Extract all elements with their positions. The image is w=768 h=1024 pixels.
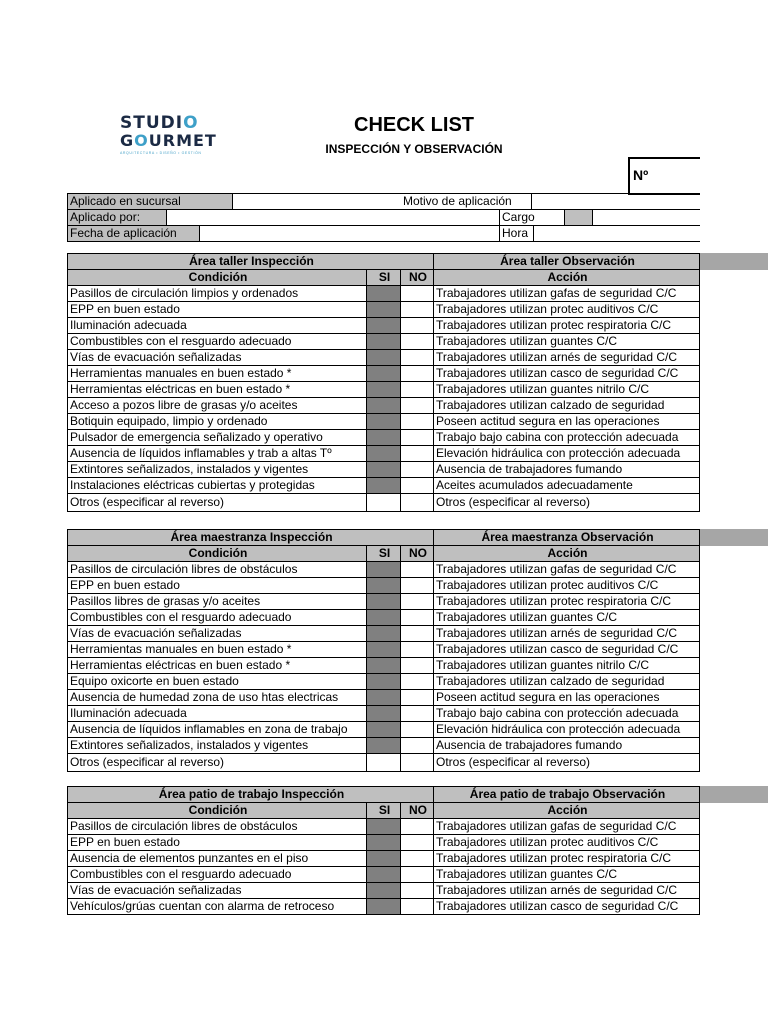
checklist-row xyxy=(68,318,700,334)
condition-text: Pasillos de circulación limpios y ordenados xyxy=(68,286,367,302)
action-text: Elevación hidráulica con protección adecuada xyxy=(434,446,700,462)
no-checkbox[interactable] xyxy=(401,350,434,366)
checklist-row xyxy=(68,722,700,738)
col-si: SI xyxy=(367,546,401,562)
si-checkbox[interactable] xyxy=(367,754,401,772)
checklist-row xyxy=(68,610,700,626)
action-text: Trabajadores utilizan casco de seguridad C/C xyxy=(434,899,700,915)
page-title: CHECK LIST xyxy=(354,114,474,136)
action-text: Trabajadores utilizan guantes nitrilo C/C xyxy=(434,382,700,398)
condition-text: Iluminación adecuada xyxy=(68,706,367,722)
checklist-row xyxy=(68,382,700,398)
action-text: Trabajadores utilizan protec auditivos C/C xyxy=(434,578,700,594)
col-accion: Acción xyxy=(434,803,700,819)
condition-text: EPP en buen estado xyxy=(68,302,367,318)
no-checkbox[interactable] xyxy=(401,851,434,867)
no-checkbox[interactable] xyxy=(401,398,434,414)
checklist-row xyxy=(68,754,700,772)
checklist-row xyxy=(68,446,700,462)
condition-text: Pasillos de circulación libres de obstáculos xyxy=(68,562,367,578)
checklist-row xyxy=(68,302,700,318)
checklist-row xyxy=(68,738,700,754)
info-row-aplicado xyxy=(67,209,700,226)
col-no: NO xyxy=(401,803,434,819)
action-text: Trabajadores utilizan gafas de seguridad C/C xyxy=(434,562,700,578)
no-checkbox[interactable] xyxy=(401,674,434,690)
motivo-label: Motivo de aplicación xyxy=(403,194,512,208)
col-condicion: Condición xyxy=(68,270,367,286)
col-accion: Acción xyxy=(434,546,700,562)
action-text: Poseen actitud segura en las operaciones xyxy=(434,690,700,706)
info-row-fecha xyxy=(67,225,700,242)
observation-title: Área taller Observación xyxy=(434,254,700,270)
condition-text: Herramientas manuales en buen estado * xyxy=(68,366,367,382)
section-header-overflow xyxy=(700,529,768,546)
no-checkbox[interactable] xyxy=(401,722,434,738)
no-checkbox[interactable] xyxy=(401,302,434,318)
section-header-overflow xyxy=(700,253,768,270)
no-checkbox[interactable] xyxy=(401,562,434,578)
no-checkbox[interactable] xyxy=(401,658,434,674)
info-row-sucursal xyxy=(67,193,700,210)
si-checkbox[interactable] xyxy=(367,382,401,398)
col-no: NO xyxy=(401,546,434,562)
col-si: SI xyxy=(367,270,401,286)
sucursal-field[interactable] xyxy=(232,194,401,209)
condition-text: Pasillos de circulación libres de obstáculos xyxy=(68,819,367,835)
si-checkbox[interactable] xyxy=(367,494,401,512)
action-text: Trabajadores utilizan protec respiratoria C/C xyxy=(434,851,700,867)
aplicado-por-field[interactable] xyxy=(166,210,499,225)
condition-text: Combustibles con el resguardo adecuado xyxy=(68,867,367,883)
si-checkbox[interactable] xyxy=(367,446,401,462)
condition-text: Iluminación adecuada xyxy=(68,318,367,334)
no-checkbox[interactable] xyxy=(401,626,434,642)
condition-text: Extintores señalizados, instalados y vigentes xyxy=(68,462,367,478)
action-text: Ausencia de trabajadores fumando xyxy=(434,738,700,754)
inspection-title: Área patio de trabajo Inspección xyxy=(68,787,434,803)
condition-text: Herramientas eléctricas en buen estado * xyxy=(68,382,367,398)
logo-line1: STUDIO xyxy=(120,113,199,133)
si-checkbox[interactable] xyxy=(367,594,401,610)
checklist-row xyxy=(68,578,700,594)
cargo-field-shaded xyxy=(564,210,592,225)
si-checkbox[interactable] xyxy=(367,819,401,835)
no-checkbox[interactable] xyxy=(401,430,434,446)
no-checkbox[interactable] xyxy=(401,462,434,478)
si-checkbox[interactable] xyxy=(367,430,401,446)
checklist-row xyxy=(68,883,700,899)
si-checkbox[interactable] xyxy=(367,642,401,658)
no-checkbox[interactable] xyxy=(401,867,434,883)
section-patio xyxy=(67,786,700,915)
condition-text: Extintores señalizados, instalados y vigentes xyxy=(68,738,367,754)
checklist-row xyxy=(68,690,700,706)
checklist-row xyxy=(68,414,700,430)
inspection-title: Área maestranza Inspección xyxy=(68,530,434,546)
aplicado-por-label: Aplicado por: xyxy=(68,210,166,225)
checklist-row xyxy=(68,334,700,350)
action-text: Trabajadores utilizan guantes C/C xyxy=(434,867,700,883)
si-checkbox[interactable] xyxy=(367,674,401,690)
condition-text: Vías de evacuación señalizadas xyxy=(68,350,367,366)
action-text: Trabajadores utilizan arnés de seguridad C/C xyxy=(434,350,700,366)
logo-tagline: ARQUITECTURA • DISEÑO • GESTIÓN xyxy=(120,151,202,155)
hora-label: Hora xyxy=(499,226,533,241)
checklist-row xyxy=(68,398,700,414)
no-checkbox[interactable] xyxy=(401,414,434,430)
checklist-row xyxy=(68,478,700,494)
si-checkbox[interactable] xyxy=(367,883,401,899)
si-checkbox[interactable] xyxy=(367,867,401,883)
si-checkbox[interactable] xyxy=(367,690,401,706)
action-text: Trabajadores utilizan protec respiratoria C/C xyxy=(434,318,700,334)
no-checkbox[interactable] xyxy=(401,478,434,494)
condition-text: Combustibles con el resguardo adecuado xyxy=(68,610,367,626)
condition-text: Ausencia de líquidos inflamables y trab a altas Tº xyxy=(68,446,367,462)
no-checkbox[interactable] xyxy=(401,754,434,772)
condition-text: Ausencia de humedad zona de uso htas electricas xyxy=(68,690,367,706)
cargo-field[interactable] xyxy=(592,210,701,225)
condition-text: Vehículos/grúas cuentan con alarma de retroceso xyxy=(68,899,367,915)
checklist-row xyxy=(68,899,700,915)
checklist-row xyxy=(68,430,700,446)
si-checkbox[interactable] xyxy=(367,722,401,738)
action-text: Otros (especificar al reverso) xyxy=(434,754,700,772)
si-checkbox[interactable] xyxy=(367,286,401,302)
hora-field[interactable] xyxy=(533,226,701,241)
checklist-row xyxy=(68,594,700,610)
condition-text: Vías de evacuación señalizadas xyxy=(68,883,367,899)
condition-text: Vías de evacuación señalizadas xyxy=(68,626,367,642)
si-checkbox[interactable] xyxy=(367,414,401,430)
condition-text: Otros (especificar al reverso) xyxy=(68,754,367,772)
si-checkbox[interactable] xyxy=(367,835,401,851)
action-text: Poseen actitud segura en las operaciones xyxy=(434,414,700,430)
no-checkbox[interactable] xyxy=(401,594,434,610)
section-header-overflow xyxy=(700,786,768,803)
condition-text: Ausencia de líquidos inflamables en zona de trabajo xyxy=(68,722,367,738)
no-checkbox[interactable] xyxy=(401,899,434,915)
condition-text: Otros (especificar al reverso) xyxy=(68,494,367,512)
no-checkbox[interactable] xyxy=(401,706,434,722)
section-maestranza xyxy=(67,529,700,772)
action-text: Trabajadores utilizan calzado de seguridad xyxy=(434,398,700,414)
si-checkbox[interactable] xyxy=(367,398,401,414)
checklist-row xyxy=(68,674,700,690)
no-checkbox[interactable] xyxy=(401,578,434,594)
condition-text: Herramientas manuales en buen estado * xyxy=(68,642,367,658)
no-checkbox[interactable] xyxy=(401,738,434,754)
condition-text: Pulsador de emergencia señalizado y operativo xyxy=(68,430,367,446)
col-si: SI xyxy=(367,803,401,819)
si-checkbox[interactable] xyxy=(367,738,401,754)
no-checkbox[interactable] xyxy=(401,835,434,851)
action-text: Trabajadores utilizan gafas de seguridad C/C xyxy=(434,286,700,302)
action-text: Trabajadores utilizan guantes C/C xyxy=(434,610,700,626)
condition-text: Instalaciones eléctricas cubiertas y protegidas xyxy=(68,478,367,494)
checklist-row xyxy=(68,819,700,835)
condition-text: Pasillos libres de grasas y/o aceites xyxy=(68,594,367,610)
action-text: Trabajadores utilizan guantes C/C xyxy=(434,334,700,350)
si-checkbox[interactable] xyxy=(367,899,401,915)
condition-text: Herramientas eléctricas en buen estado * xyxy=(68,658,367,674)
condition-text: Equipo oxicorte en buen estado xyxy=(68,674,367,690)
checklist-row xyxy=(68,462,700,478)
no-checkbox[interactable] xyxy=(401,690,434,706)
action-text: Otros (especificar al reverso) xyxy=(434,494,700,512)
action-text: Trabajadores utilizan arnés de seguridad C/C xyxy=(434,883,700,899)
no-checkbox[interactable] xyxy=(401,446,434,462)
checklist-row xyxy=(68,350,700,366)
no-checkbox[interactable] xyxy=(401,642,434,658)
si-checkbox[interactable] xyxy=(367,578,401,594)
condition-text: Ausencia de elementos punzantes en el piso xyxy=(68,851,367,867)
action-text: Trabajadores utilizan arnés de seguridad C/C xyxy=(434,626,700,642)
number-label: Nº xyxy=(633,167,649,183)
no-checkbox[interactable] xyxy=(401,382,434,398)
fecha-field[interactable] xyxy=(199,226,499,241)
checklist-row xyxy=(68,851,700,867)
condition-text: Acceso a pozos libre de grasas y/o aceites xyxy=(68,398,367,414)
si-checkbox[interactable] xyxy=(367,478,401,494)
condition-text: Combustibles con el resguardo adecuado xyxy=(68,334,367,350)
si-checkbox[interactable] xyxy=(367,350,401,366)
fecha-label: Fecha de aplicación xyxy=(68,226,199,241)
action-text: Ausencia de trabajadores fumando xyxy=(434,462,700,478)
observation-title: Área maestranza Observación xyxy=(434,530,700,546)
action-text: Trabajadores utilizan protec auditivos C/C xyxy=(434,302,700,318)
action-text: Trabajadores utilizan calzado de seguridad xyxy=(434,674,700,690)
no-checkbox[interactable] xyxy=(401,494,434,512)
no-checkbox[interactable] xyxy=(401,883,434,899)
si-checkbox[interactable] xyxy=(367,851,401,867)
si-checkbox[interactable] xyxy=(367,658,401,674)
si-checkbox[interactable] xyxy=(367,610,401,626)
action-text: Trabajo bajo cabina con protección adecuada xyxy=(434,430,700,446)
si-checkbox[interactable] xyxy=(367,562,401,578)
logo-line2: GOURMET xyxy=(120,131,217,150)
no-checkbox[interactable] xyxy=(401,318,434,334)
col-accion: Acción xyxy=(434,270,700,286)
checklist-row xyxy=(68,658,700,674)
action-text: Trabajadores utilizan casco de seguridad C/C xyxy=(434,366,700,382)
action-text: Trabajadores utilizan protec auditivos C/C xyxy=(434,835,700,851)
si-checkbox[interactable] xyxy=(367,626,401,642)
col-condicion: Condición xyxy=(68,803,367,819)
checklist-row xyxy=(68,494,700,512)
checklist-row xyxy=(68,835,700,851)
page-subtitle: INSPECCIÓN Y OBSERVACIÓN xyxy=(325,142,503,156)
action-text: Trabajadores utilizan casco de seguridad C/C xyxy=(434,642,700,658)
checklist-row xyxy=(68,706,700,722)
checklist-row xyxy=(68,626,700,642)
si-checkbox[interactable] xyxy=(367,366,401,382)
checklist-row xyxy=(68,366,700,382)
col-no: NO xyxy=(401,270,434,286)
no-checkbox[interactable] xyxy=(401,286,434,302)
action-text: Trabajadores utilizan gafas de seguridad C/C xyxy=(434,819,700,835)
condition-text: Botiquin equipado, limpio y ordenado xyxy=(68,414,367,430)
condition-text: EPP en buen estado xyxy=(68,835,367,851)
si-checkbox[interactable] xyxy=(367,318,401,334)
no-checkbox[interactable] xyxy=(401,819,434,835)
section-taller xyxy=(67,253,700,512)
si-checkbox[interactable] xyxy=(367,302,401,318)
action-text: Elevación hidráulica con protección adecuada xyxy=(434,722,700,738)
no-checkbox[interactable] xyxy=(401,610,434,626)
action-text: Trabajadores utilizan guantes nitrilo C/C xyxy=(434,658,700,674)
action-text: Aceites acumulados adecuadamente xyxy=(434,478,700,494)
motivo-field[interactable] xyxy=(531,194,701,209)
checklist-row xyxy=(68,286,700,302)
no-checkbox[interactable] xyxy=(401,334,434,350)
observation-title: Área patio de trabajo Observación xyxy=(434,787,700,803)
col-condicion: Condición xyxy=(68,546,367,562)
condition-text: EPP en buen estado xyxy=(68,578,367,594)
si-checkbox[interactable] xyxy=(367,334,401,350)
checklist-row xyxy=(68,642,700,658)
checklist-row xyxy=(68,562,700,578)
action-text: Trabajadores utilizan protec respiratoria C/C xyxy=(434,594,700,610)
cargo-label: Cargo xyxy=(499,210,564,225)
checklist-row xyxy=(68,867,700,883)
action-text: Trabajo bajo cabina con protección adecuada xyxy=(434,706,700,722)
sucursal-label: Aplicado en sucursal xyxy=(68,194,232,209)
inspection-title: Área taller Inspección xyxy=(68,254,434,270)
si-checkbox[interactable] xyxy=(367,462,401,478)
si-checkbox[interactable] xyxy=(367,706,401,722)
no-checkbox[interactable] xyxy=(401,366,434,382)
